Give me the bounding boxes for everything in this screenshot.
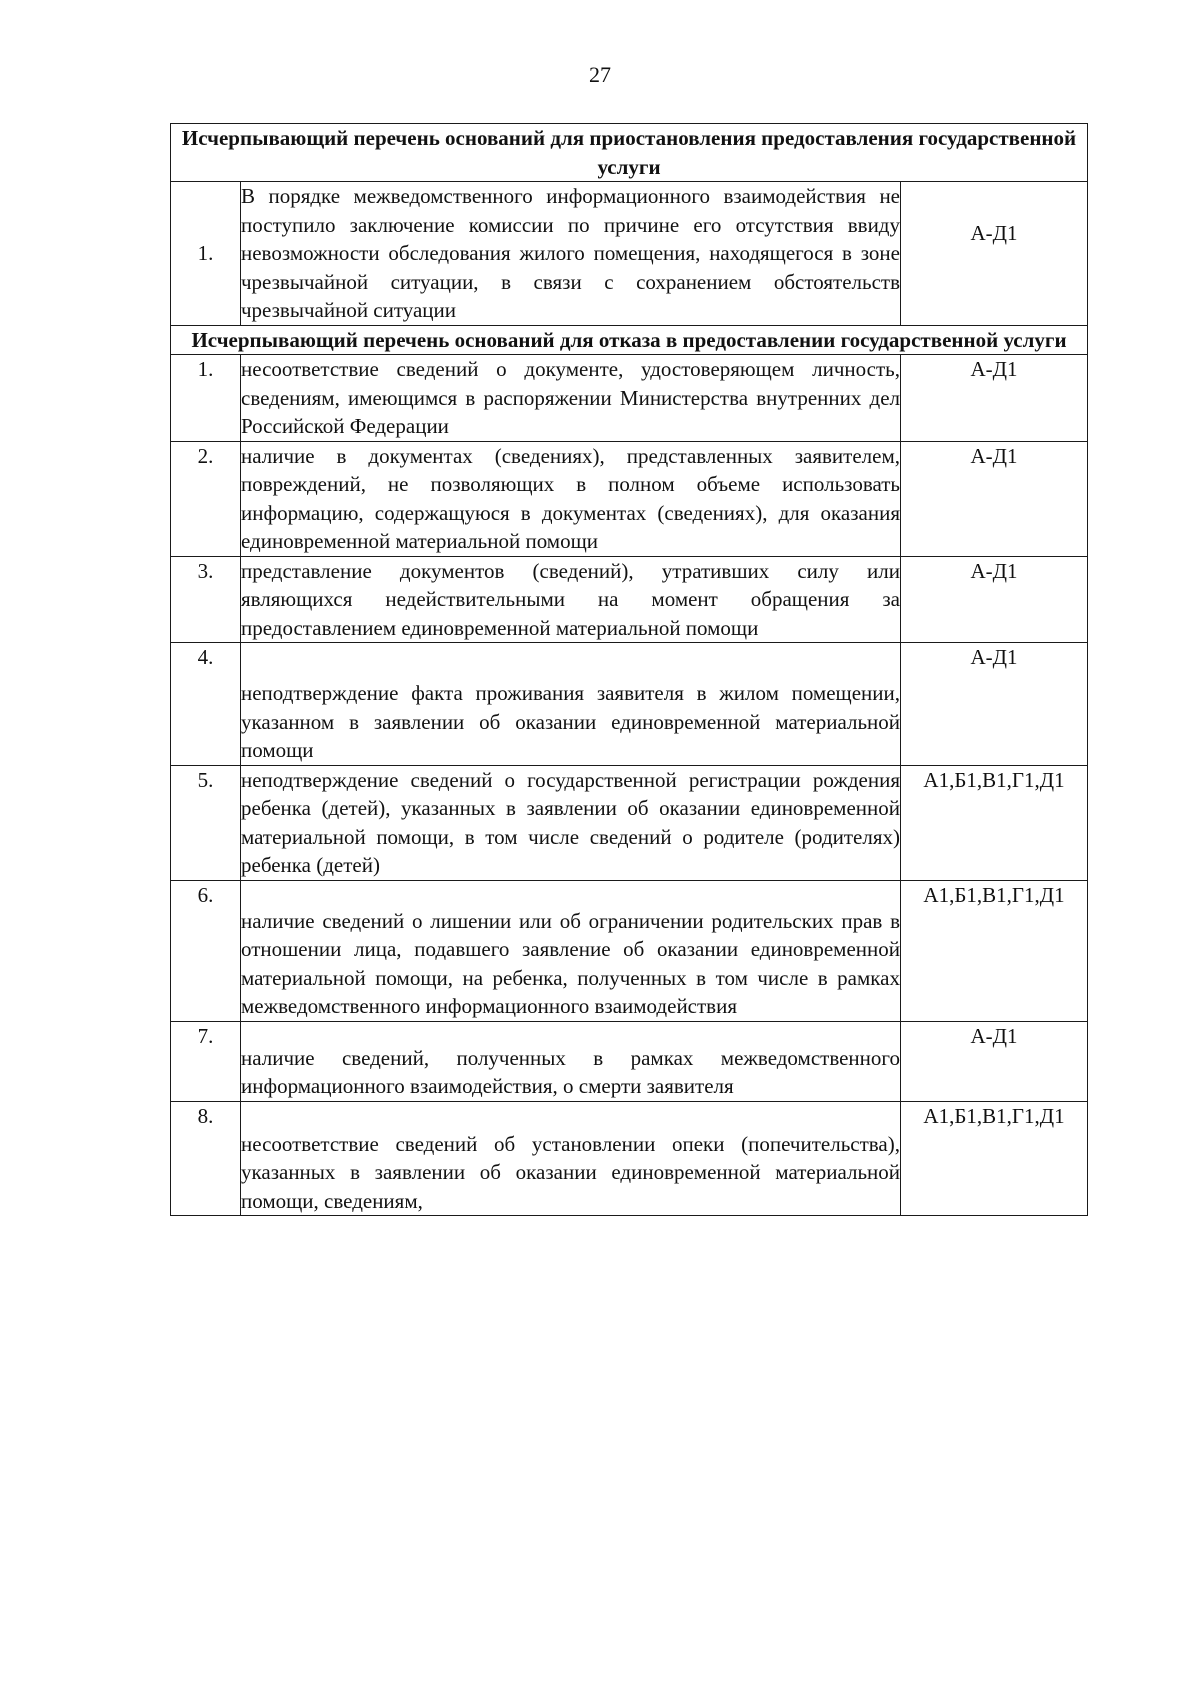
row-text: представление документов (сведений), утративших силу или являющихся недействительными на момент обращения за предоставлением единовременной материальной помощи xyxy=(241,556,901,643)
row-number: 5. xyxy=(171,765,241,880)
row-code: А1,Б1,В1,Г1,Д1 xyxy=(901,880,1088,1021)
row-text: наличие сведений, полученных в рамках межведомственного информационного взаимодействия, о смерти заявителя xyxy=(241,1021,901,1101)
row-text: неподтверждение факта проживания заявителя в жилом помещении, указанном в заявлении об оказании единовременной материальной помощи xyxy=(241,643,901,766)
row-text: несоответствие сведений об установлении опеки (попечительства), указанных в заявлении об оказании единовременной материальной помощи, сведениям, xyxy=(241,1101,901,1216)
table-row xyxy=(171,1021,1088,1101)
row-number: 8. xyxy=(171,1101,241,1216)
row-code: А-Д1 xyxy=(901,355,1088,442)
row-code: А-Д1 xyxy=(901,643,1088,766)
section-title-refusal: Исчерпывающий перечень оснований для отказа в предоставлении государственной услуги xyxy=(171,325,1088,355)
row-number: 3. xyxy=(171,556,241,643)
row-text: В порядке межведомственного информационного взаимодействия не поступило заключение комиссии по причине его отсутствия ввиду невозможности обследования жилого помещения, находящегося в зоне чрезвычайной ситуации, в связи с сохранением обстоятельств чрезвычайной ситуации xyxy=(241,182,901,326)
section-header-row xyxy=(171,124,1088,182)
row-code: А-Д1 xyxy=(901,441,1088,556)
row-code: А1,Б1,В1,Г1,Д1 xyxy=(901,1101,1088,1216)
table-row xyxy=(171,556,1088,643)
table-row xyxy=(171,1101,1088,1216)
grounds-table xyxy=(170,123,1088,1216)
row-number: 1. xyxy=(171,355,241,442)
row-number: 6. xyxy=(171,880,241,1021)
section-title-suspension: Исчерпывающий перечень оснований для приостановления предоставления государственной услуги xyxy=(171,124,1088,182)
row-text: наличие в документах (сведениях), представленных заявителем, повреждений, не позволяющих в полном объеме использовать информацию, содержащуюся в документах (сведениях), для оказания единовременной материальной помощи xyxy=(241,441,901,556)
row-number: 4. xyxy=(171,643,241,766)
row-number: 2. xyxy=(171,441,241,556)
row-code: А-Д1 xyxy=(901,1021,1088,1101)
table-row xyxy=(171,355,1088,442)
table-row xyxy=(171,643,1088,766)
table-row xyxy=(171,765,1088,880)
table-row xyxy=(171,880,1088,1021)
row-number: 7. xyxy=(171,1021,241,1101)
row-text: наличие сведений о лишении или об ограничении родительских прав в отношении лица, подавшего заявление об оказании единовременной материальной помощи, на ребенка, полученных в том числе в рамках межведомственного информационного взаимодействия xyxy=(241,880,901,1021)
row-code: А1,Б1,В1,Г1,Д1 xyxy=(901,765,1088,880)
row-text: несоответствие сведений о документе, удостоверяющем личность, сведениям, имеющимся в распоряжении Министерства внутренних дел Российской Федерации xyxy=(241,355,901,442)
page-number: 27 xyxy=(589,62,611,87)
table-row xyxy=(171,441,1088,556)
row-code: А-Д1 xyxy=(901,182,1088,326)
row-text: неподтверждение сведений о государственной регистрации рождения ребенка (детей), указанных в заявлении об оказании единовременной материальной помощи, в том числе сведений о родителе (родителях) ребенка (детей) xyxy=(241,765,901,880)
section-header-row xyxy=(171,325,1088,355)
row-number: 1. xyxy=(171,182,241,326)
table-row xyxy=(171,182,1088,326)
row-code: А-Д1 xyxy=(901,556,1088,643)
